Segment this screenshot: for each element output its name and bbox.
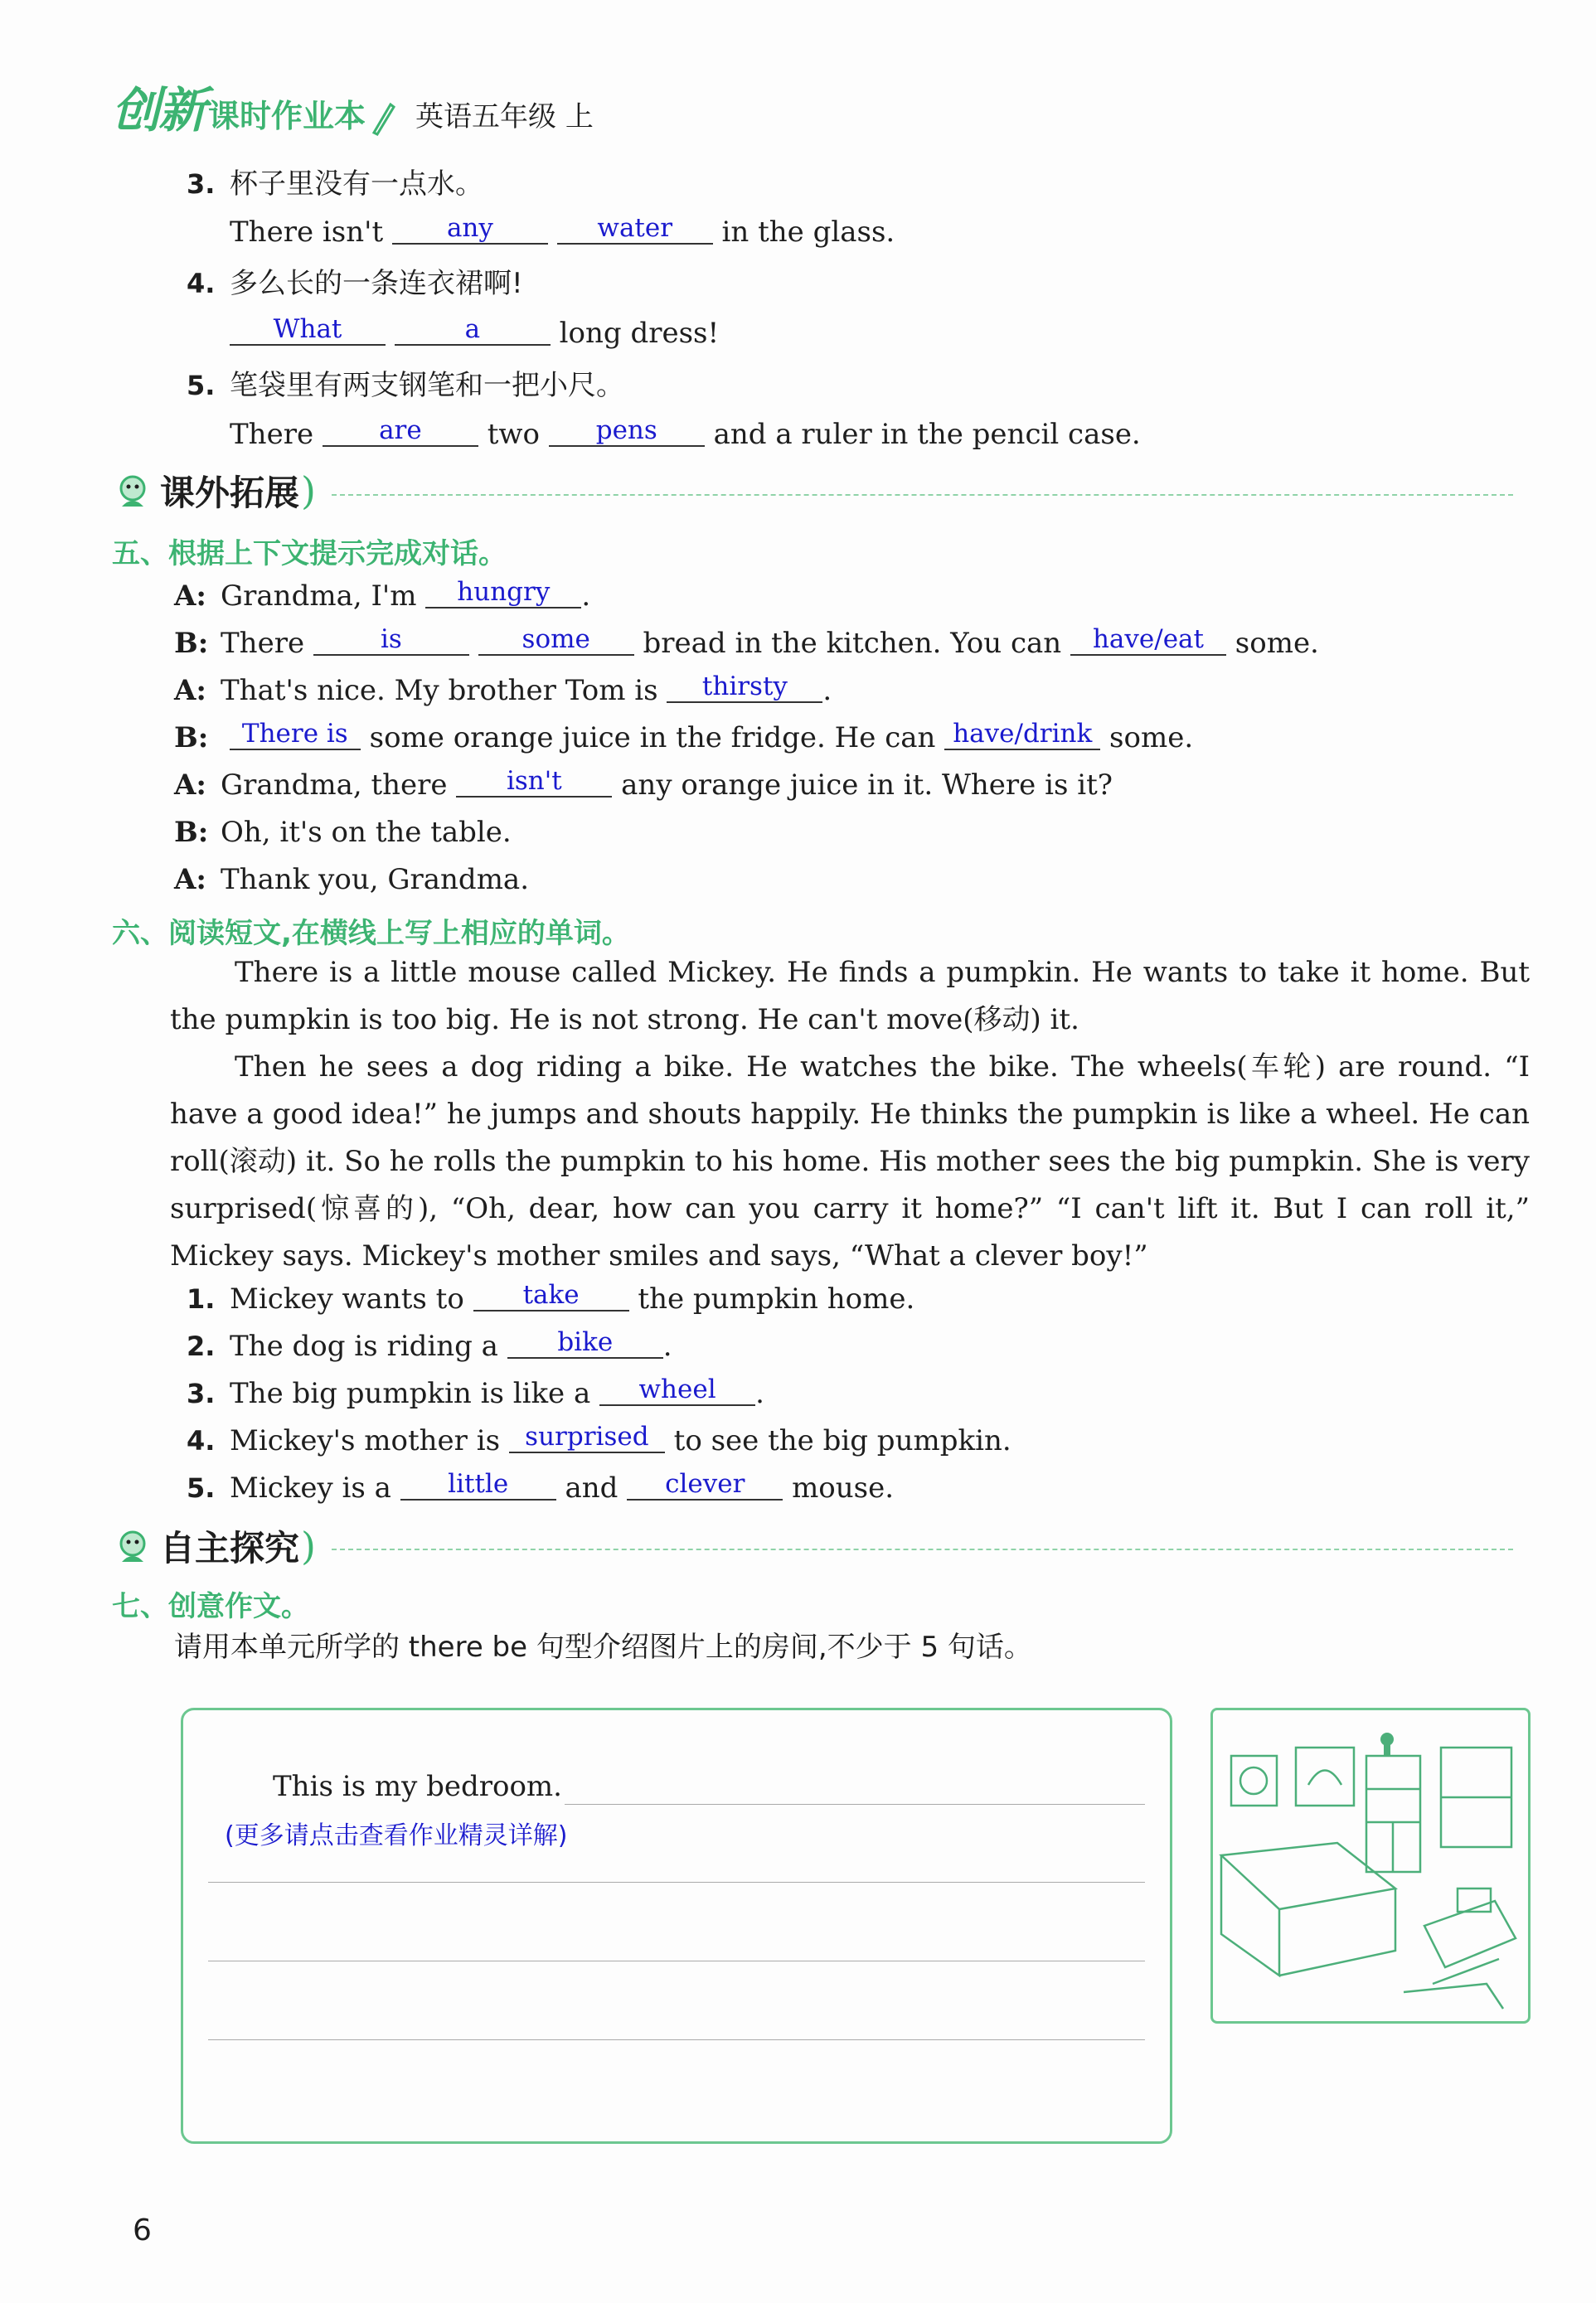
dialogue-line: A: That's nice. My brother Tom is thirsty .	[174, 672, 832, 707]
answer-blank: thirsty	[667, 672, 822, 703]
brand-series: 课时作业本	[208, 98, 366, 134]
answer-blank: is	[313, 624, 469, 656]
q6-item: 5. Mickey is a little and clever mouse.	[187, 1469, 895, 1505]
q6-item: 2. The dog is riding a bike .	[187, 1327, 672, 1363]
answer-blank: are	[323, 415, 478, 447]
page-number: 6	[133, 2213, 152, 2247]
q4-item-4-answer: What a long dress!	[230, 315, 719, 352]
q6-item: 4. Mickey's mother is surprised to see the big pumpkin.	[187, 1422, 1011, 1457]
mascot-icon	[112, 470, 153, 512]
writing-line	[208, 1882, 1145, 1883]
answer-blank: surprised	[509, 1422, 665, 1453]
brand-logo: 创新	[112, 82, 206, 138]
q4-item-5-answer: There are two pens and a ruler in the pencil case.	[230, 415, 1141, 451]
writing-area[interactable]	[181, 1708, 1172, 2144]
q4-item-3-answer: There isn't any water in the glass.	[230, 213, 895, 249]
q4-item-3-prompt: 3. 杯子里没有一点水。	[187, 167, 483, 201]
section-divider	[332, 1549, 1513, 1550]
q4-item-5-prompt: 5. 笔袋里有两支钢笔和一把小尺。	[187, 369, 624, 402]
q6-item: 1. Mickey wants to take the pumpkin home.	[187, 1280, 915, 1316]
details-link[interactable]: (更多请点击查看作业精灵详解)	[225, 1821, 568, 1850]
answer-blank: some	[478, 624, 634, 656]
pen-icon	[369, 99, 397, 136]
answer-blank: have/drink	[944, 719, 1100, 750]
answer-blank: little	[400, 1469, 556, 1501]
dialogue-line: B: There is some bread in the kitchen. You can have/eat some.	[174, 624, 1319, 660]
answer-blank: hungry	[425, 577, 581, 608]
section-divider	[332, 494, 1513, 496]
answer-blank: There is	[230, 719, 361, 750]
dialogue-line: A: Thank you, Grandma.	[174, 863, 530, 896]
mascot-icon	[112, 1525, 153, 1567]
section-explore: 自主探究 )	[112, 1521, 316, 1571]
q7-instruction: 请用本单元所学的 there be 句型介绍图片上的房间,不少于 5 句话。	[174, 1631, 1032, 1664]
answer-blank: bike	[507, 1327, 663, 1359]
answer-blank: any	[392, 213, 548, 245]
answer-blank: take	[473, 1280, 629, 1311]
reading-paragraph-1: There is a little mouse called Mickey. He finds a pumpkin. He wants to take it home. But the pumpkin is too big. He is not strong. He can't move(移动) it.	[170, 956, 1530, 1036]
q6-item: 3. The big pumpkin is like a wheel .	[187, 1375, 764, 1410]
reading-paragraph-2: Then he sees a dog riding a bike. He watches the bike. The wheels(车轮) are round. “I have a good idea!” he jumps and shouts happily. He thinks the pumpkin is like a wheel. He can roll(滚动) it. So he rolls the pumpkin to his home. His mother sees the big pumpkin. She is very surprised(惊喜的), “Oh, dear, how can you carry it home?” “I can't lift it. But I can roll it,” Mickey says. Mickey's mother smiles and says, “What a clever boy!”	[170, 1050, 1531, 1273]
q7-heading: 七、创意作文。	[112, 1590, 309, 1623]
dialogue-line: B: Oh, it's on the table.	[174, 816, 512, 849]
page-header	[112, 83, 594, 141]
answer-blank: a	[395, 314, 551, 346]
answer-blank: have/eat	[1070, 624, 1226, 656]
essay-first-line: This is my bedroom.	[273, 1770, 562, 1803]
q5-heading: 五、根据上下文提示完成对话。	[112, 537, 507, 570]
bedroom-illustration	[1213, 1710, 1528, 2021]
writing-line	[565, 1804, 1145, 1805]
answer-blank: water	[557, 213, 713, 245]
answer-blank: wheel	[599, 1375, 755, 1406]
writing-line	[208, 2039, 1145, 2040]
answer-blank: pens	[549, 415, 705, 447]
answer-blank: clever	[627, 1469, 783, 1501]
dialogue-line: A: Grandma, I'm hungry .	[174, 577, 591, 613]
q4-item-4-prompt: 4. 多么长的一条连衣裙啊!	[187, 267, 523, 300]
dialogue-line: A: Grandma, there isn't any orange juice in it. Where is it?	[174, 766, 1113, 802]
section-extend: 课外拓展 )	[112, 466, 316, 516]
answer-blank: isn't	[456, 766, 612, 798]
bedroom-picture	[1210, 1708, 1531, 2024]
q6-heading: 六、阅读短文,在横线上写上相应的单词。	[112, 917, 630, 950]
answer-blank: What	[230, 314, 386, 346]
dialogue-line: B: There is some orange juice in the fridge. He can have/drink some.	[174, 719, 1194, 754]
book-subtitle: 英语五年级 上	[415, 100, 594, 133]
